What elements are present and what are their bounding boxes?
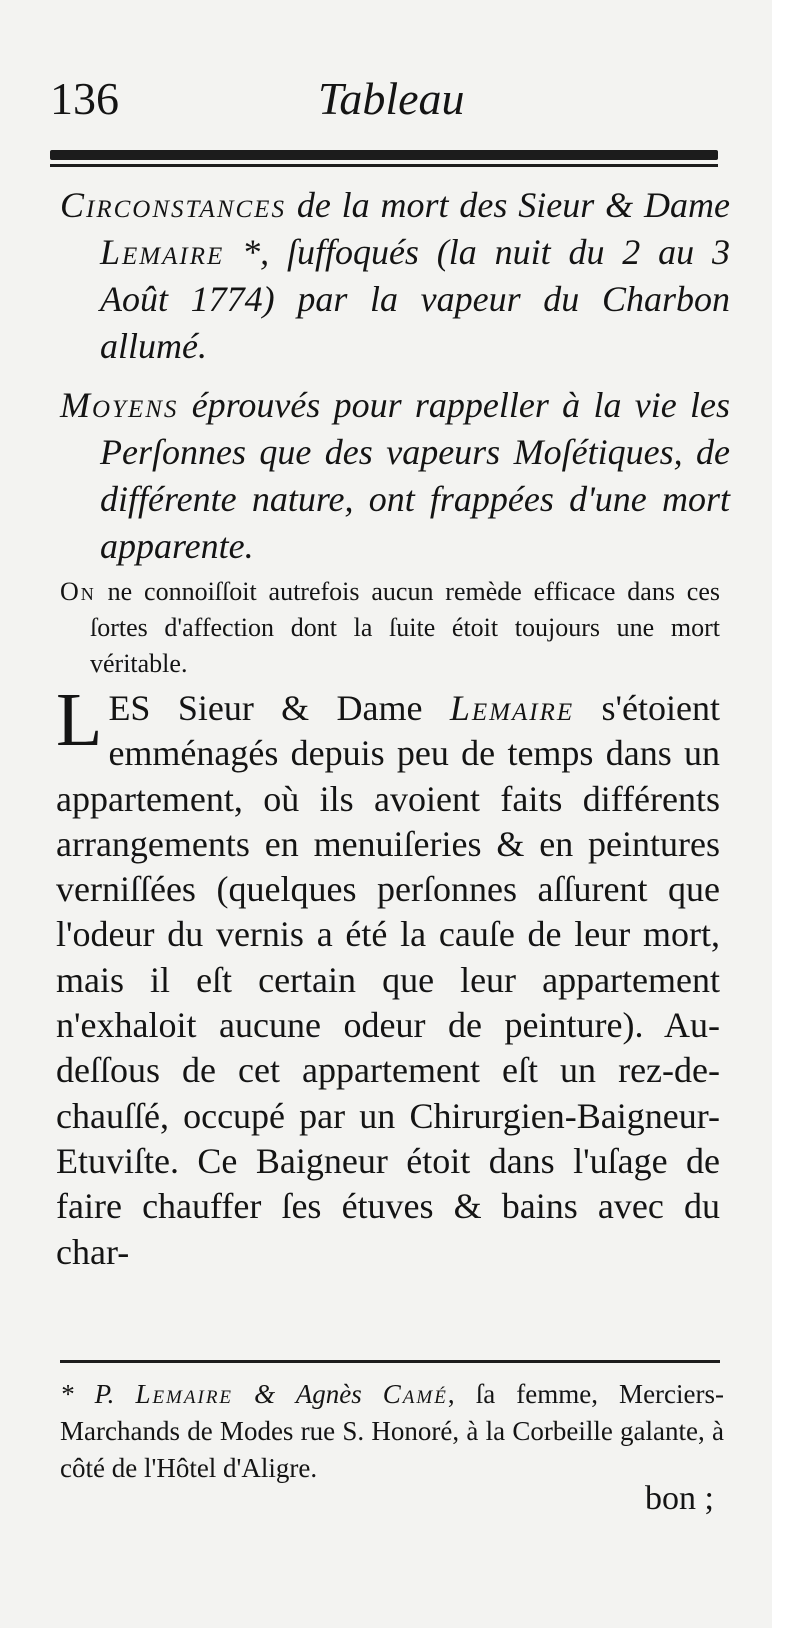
summary-paragraph [60,382,730,570]
page-edge [772,0,800,1628]
header-rule-thin [50,164,718,167]
page-header [0,72,772,142]
footnote-text: , ſa femme, Merciers-Marchands de Modes rue S. Honoré, à la Corbeille galante, à côté de l'Hôtel d'Aligre. [60,1379,724,1483]
drop-cap: L [56,678,103,762]
summary-text: éprouvés pour rappeller à la vie les Perſonnes que des vapeurs Moſétiques, de différente nature, ont frappées d'une mort apparente. [100,385,730,566]
summary-name: Lemaire [100,232,225,272]
footnote-name: Lemaire [135,1379,234,1409]
body-text [56,678,720,1275]
body-paragraph [56,678,720,1275]
header-rule-thick [50,150,718,160]
running-title: Tableau [318,73,465,124]
summary-lead-word: Circonstances [60,185,286,225]
footnote [60,1376,724,1487]
footnote-name: Camé [382,1379,448,1409]
body-lead: ES Sieur & Dame [108,688,450,728]
footnote-rule [60,1360,720,1363]
abstract [60,574,720,682]
body-paragraph-text: s'étoient emménagés depuis peu de temps dans un appartement, où ils avoient faits différents arrangements en menuiſeries & en peintures verniſſées (quelques perſonnes aſſurent que l'odeur du vernis a été la cauſe de leur mort, mais il eſt certain que leur appartement n'exhaloit aucune odeur de peinture). Au-deſſous de cet appartement eſt un rez-de-chauſſé, occupé par un Chirurgien-Baigneur-Etuviſte. Ce Baigneur étoit dans l'uſage de faire chauffer ſes étuves & bains avec du char- [56,688,720,1272]
catchword: bon ; [645,1480,714,1517]
abstract-paragraph [60,574,720,682]
summary-text: *, ſuffoqués (la nuit du 2 au 3 Août 1774) par la vapeur du Charbon allumé. [100,232,730,366]
summary-text: de la mort des Sieur & Dame [285,185,730,225]
footnote-marker: * P. [60,1379,136,1409]
page-number: 136 [50,73,119,124]
chapter-summary [60,182,730,582]
summary-lead-word: Moyens [60,385,179,425]
abstract-lead-word: On [60,577,96,606]
body-name: Lemaire [449,688,575,728]
footnote-mid: & Agnès [233,1379,383,1409]
footnote-paragraph [60,1376,724,1487]
abstract-text: ne connoiſſoit autrefois aucun remède efficace dans ces ſortes d'affection dont la ſuite étoit toujours une mort véritable. [90,577,720,678]
summary-paragraph [60,182,730,370]
